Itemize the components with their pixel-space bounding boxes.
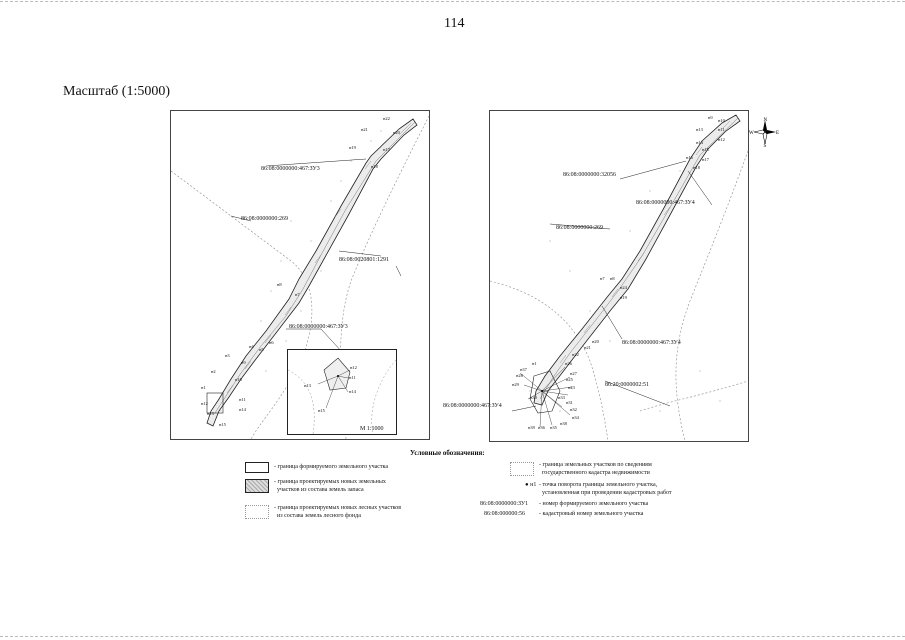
point-label: н38: [560, 421, 567, 426]
point-label: н9: [708, 115, 713, 120]
point-label: н22: [572, 352, 579, 357]
point-label: н20: [393, 130, 400, 135]
point-label: н1: [532, 361, 537, 366]
point-label: н26: [565, 361, 572, 366]
point-label: н20: [592, 339, 599, 344]
inset-point-label: н12: [350, 365, 357, 370]
point-label: н32: [570, 407, 577, 412]
point-label: н19: [620, 295, 627, 300]
compass-w: W: [749, 131, 754, 136]
inset-map: [287, 349, 397, 435]
point-label: н3: [225, 353, 230, 358]
legend-gkn-2: государственного кадастра недвижимости: [542, 470, 650, 476]
point-label: н29: [512, 382, 519, 387]
legend-symbol-designed-new: [245, 479, 269, 493]
legend-formed-boundary: - граница формируемого земельного участка: [274, 464, 389, 470]
parcel-label-32056: 86:08:0000000:32056: [563, 172, 617, 178]
point-label: н13: [696, 127, 703, 132]
point-label: н1: [201, 385, 206, 390]
point-label: н31: [566, 400, 573, 405]
inset-point-label: н13: [304, 383, 311, 388]
compass-rose: [750, 117, 780, 147]
point-label: н10: [718, 118, 725, 123]
legend-forest-1: - граница проектируемых новых лесных участков: [274, 505, 402, 511]
point-label: н8: [610, 276, 615, 281]
point-label: н19: [349, 145, 356, 150]
legend-turn-point-symbol: ● н1: [525, 482, 537, 488]
point-label: н30: [530, 395, 537, 400]
bottom-border-line: [0, 636, 905, 637]
point-label: н11: [718, 127, 725, 132]
parcel-label-269: 86:08:0000000:269: [556, 225, 604, 231]
legend-designed-new-1: - граница проектируемых новых земельных: [274, 479, 386, 485]
point-label: н21: [584, 345, 591, 350]
parcel-label-1291: 86:08:0020801:1291: [339, 257, 390, 263]
inset-point-label: н14: [349, 389, 356, 394]
point-label: н5: [259, 347, 264, 352]
legend-gkn-1: - граница земельных участков по сведениям: [539, 462, 652, 468]
point-label: н18: [693, 165, 700, 170]
point-label: н12: [201, 401, 208, 406]
point-label: н6: [269, 340, 274, 345]
top-border-line: [0, 1, 905, 2]
inset-parcel: [324, 358, 350, 390]
point-label: н33: [558, 395, 565, 400]
point-label: н15: [219, 422, 226, 427]
inset-gkn-boundary: [288, 370, 314, 434]
point-label: н34: [572, 415, 579, 420]
inset-point-label: н15: [318, 408, 325, 413]
point-label: н23: [568, 385, 575, 390]
compass-icon: [750, 117, 780, 147]
point-label: н36: [538, 425, 545, 430]
left-map-frame: [170, 110, 430, 440]
point-label: н14: [239, 407, 246, 412]
point-label: н35: [550, 425, 557, 430]
point-label: н39: [528, 425, 535, 430]
point-label: н27: [570, 371, 577, 376]
legend-turn-point-1: - точка поворота границы земельного участка,: [539, 482, 658, 488]
point-label: н18: [371, 164, 378, 169]
point-label: н22: [383, 116, 390, 121]
point-label: н11: [239, 397, 246, 402]
point-label: н28: [516, 373, 523, 378]
legend-cad-num-sample: 86:08:000000:56: [484, 511, 526, 517]
parcel-label-251: 86:20:0000002:51: [605, 382, 650, 388]
point-label: н7: [600, 276, 605, 281]
compass-s: S: [763, 144, 767, 149]
legend-symbol-gkn: [510, 462, 534, 476]
point-label: н4: [249, 344, 254, 349]
right-map-frame: [489, 110, 749, 442]
legend-turn-point-sym: н1: [530, 482, 537, 488]
point-label: н15: [702, 147, 709, 152]
point-label: н16: [686, 155, 693, 160]
page-number: 114: [444, 16, 465, 31]
legend-forest-2: из состава земель лесного фонда: [277, 513, 361, 519]
point-label: н21: [361, 127, 368, 132]
parcel-label-zu4-bottom: 86:08:0000000:467:ЗУ4: [443, 403, 502, 409]
scale-label: Масштаб (1:5000): [63, 84, 170, 99]
compass-e: E: [776, 131, 780, 136]
parcel-label-269: 86:08:0000000:269: [241, 216, 289, 222]
right-map-canvas: [490, 111, 748, 441]
point-label: н7: [295, 292, 300, 297]
point-label: н17: [383, 147, 390, 152]
point-label: н14: [696, 140, 703, 145]
legend-formed-num-sample: 86:08:0000000:ЗУ1: [480, 501, 529, 507]
point-label: н37: [520, 367, 527, 372]
gkn-boundary: [640, 381, 748, 411]
legend-title: Условные обозначения:: [410, 449, 485, 457]
point-label: н9: [241, 360, 246, 365]
parcel-label-zu4-mid: 86:08:0000000:467:ЗУ4: [622, 340, 681, 346]
parcel-label-zu3-top: 86:08:0000000:467:ЗУ3: [261, 166, 320, 172]
legend-symbol-formed-boundary: [245, 462, 269, 473]
legend-formed-num-desc: - номер формируемого земельного участка: [539, 501, 649, 507]
point-label: н8: [277, 282, 282, 287]
point-label: н10: [235, 377, 242, 382]
legend-designed-new-2: участков из состава земель запаса: [277, 487, 364, 493]
inset-gkn-boundary: [372, 360, 396, 434]
point-label: н2: [211, 369, 216, 374]
parcel-label-zu3-mid: 86:08:0000000:467:ЗУ3: [289, 324, 348, 330]
legend-symbol-forest: [245, 505, 269, 519]
inset-scale: М 1:1000: [360, 426, 384, 432]
legend-cad-num-desc: - кадастровый номер земельного участка: [539, 511, 644, 517]
point-label: н24: [620, 285, 627, 290]
point-label: н17: [702, 157, 709, 162]
point-label: н13: [207, 411, 214, 416]
parcel-label-zu4-top: 86:08:0000000:467:ЗУ4: [636, 200, 695, 206]
legend-turn-point-2: установленная при проведении кадастровых работ: [542, 490, 672, 496]
point-label: н12: [718, 137, 725, 142]
point-label: н25: [566, 377, 573, 382]
inset-point-label: н11: [349, 375, 356, 380]
gkn-boundary: [676, 151, 748, 441]
gkn-boundary: [490, 281, 608, 441]
compass-n: N: [763, 118, 768, 123]
inset-canvas: [288, 350, 396, 434]
